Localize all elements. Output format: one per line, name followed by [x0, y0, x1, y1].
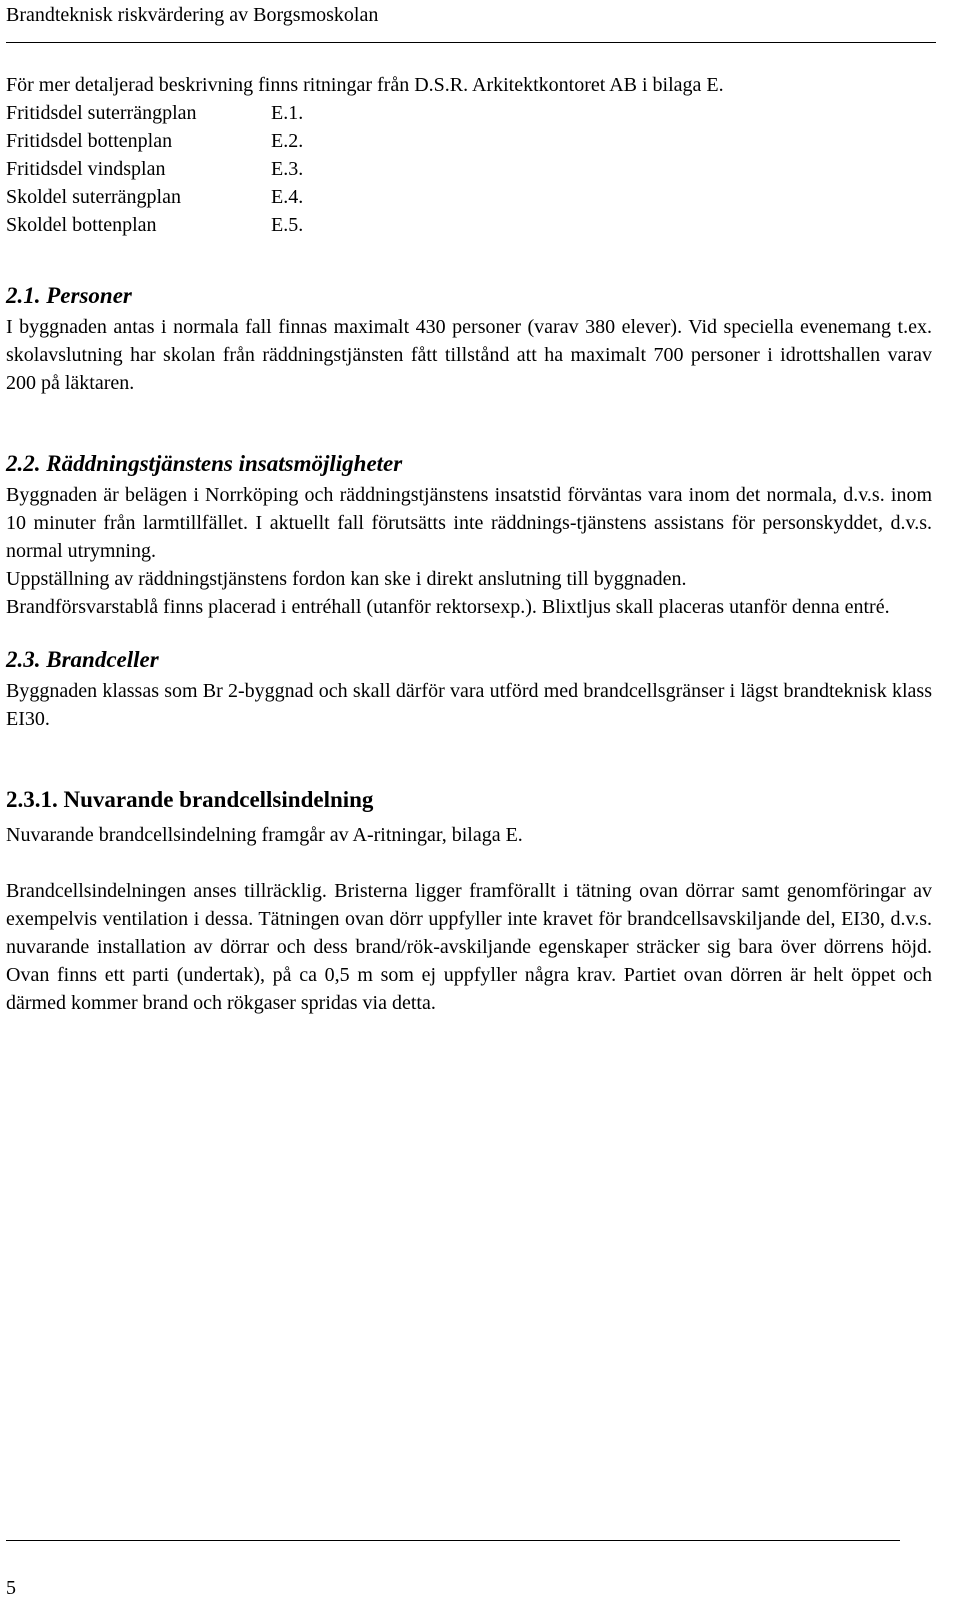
running-header: Brandteknisk riskvärdering av Borgsmoskolan	[6, 4, 379, 26]
plan-row	[6, 211, 932, 239]
plan-list	[6, 99, 932, 239]
section-paragraph: Byggnaden klassas som Br 2-byggnad och skall därför vara utförd med brandcellsgränser i lägst brandteknisk klass EI30.	[6, 680, 932, 730]
section-paragraph: Brandförsvarstablå finns placerad i entréhall (utanför rektorsexp.). Blixtljus skall placeras utanför denna entré.	[6, 596, 890, 618]
plan-code: E.5.	[271, 214, 304, 236]
plan-row	[6, 127, 932, 155]
plan-code: E.4.	[271, 186, 304, 208]
section-paragraph: I byggnaden antas i normala fall finnas maximalt 430 personer (varav 380 elever). Vid speciella evenemang t.ex. skolavslutning har skolan från räddningstjänsten fått tillstånd att ha maximalt 700 personer i idrottshallen varav 200 på läktaren.	[6, 316, 932, 394]
plan-name: Skoldel suterrängplan	[6, 186, 181, 208]
plan-row	[6, 155, 932, 183]
section-heading: 2.3.1. Nuvarande brandcellsindelning	[6, 787, 374, 812]
section-personer	[6, 281, 932, 397]
plan-row	[6, 183, 932, 211]
section-heading: 2.2. Räddningstjänstens insatsmöjligheter	[6, 451, 403, 476]
plan-row	[6, 99, 932, 127]
plan-name: Fritidsdel suterrängplan	[6, 102, 197, 124]
plan-code: E.2.	[271, 130, 304, 152]
section-paragraph: Byggnaden är belägen i Norrköping och räddningstjänstens insatstid förväntas vara inom det normala, d.v.s. inom 10 minuter från larmtillfället. I aktuellt fall förutsätts inte räddnings-tjänstens assistans för personskyddet, d.v.s. normal utrymning.	[6, 484, 932, 562]
plan-code: E.3.	[271, 158, 304, 180]
header-rule	[6, 42, 936, 43]
section-heading: 2.1. Personer	[6, 283, 132, 308]
intro-paragraph: För mer detaljerad beskrivning finns ritningar från D.S.R. Arkitektkontoret AB i bilaga E.	[6, 74, 724, 96]
section-heading: 2.3. Brandceller	[6, 647, 159, 672]
plan-name: Fritidsdel bottenplan	[6, 130, 173, 152]
section-paragraph: Uppställning av räddningstjänstens fordon kan ske i direkt anslutning till byggnaden.	[6, 568, 687, 590]
document-body	[6, 71, 932, 1017]
section-paragraph: Brandcellsindelningen anses tillräcklig. Bristerna ligger framförallt i tätning ovan dörrar samt genomföringar av exempelvis ventilation i dessa. Tätningen ovan dörr uppfyller inte kravet för brandcellsavskiljande del, EI30, d.v.s. nuvarande installation av dörrar och dess brand/rök-avskiljande egenskaper sträcker sig bara över dörrens höjd. Ovan finns ett parti (undertak), på ca 0,5 m som ej uppfyller några krav. Partiet ovan dörren är helt öppet och därmed kommer brand och rökgaser spridas via detta.	[6, 880, 932, 1014]
section-brandceller	[6, 645, 932, 733]
plan-name: Fritidsdel vindsplan	[6, 158, 166, 180]
plan-name: Skoldel bottenplan	[6, 214, 157, 236]
section-nuvarande-brandcellsindelning	[6, 785, 932, 1017]
section-paragraph: Nuvarande brandcellsindelning framgår av A-ritningar, bilaga E.	[6, 824, 523, 846]
page-number: 5	[6, 1577, 16, 1599]
section-raddningstjanst	[6, 449, 932, 621]
plan-code: E.1.	[271, 102, 304, 124]
footer-rule	[6, 1540, 900, 1541]
